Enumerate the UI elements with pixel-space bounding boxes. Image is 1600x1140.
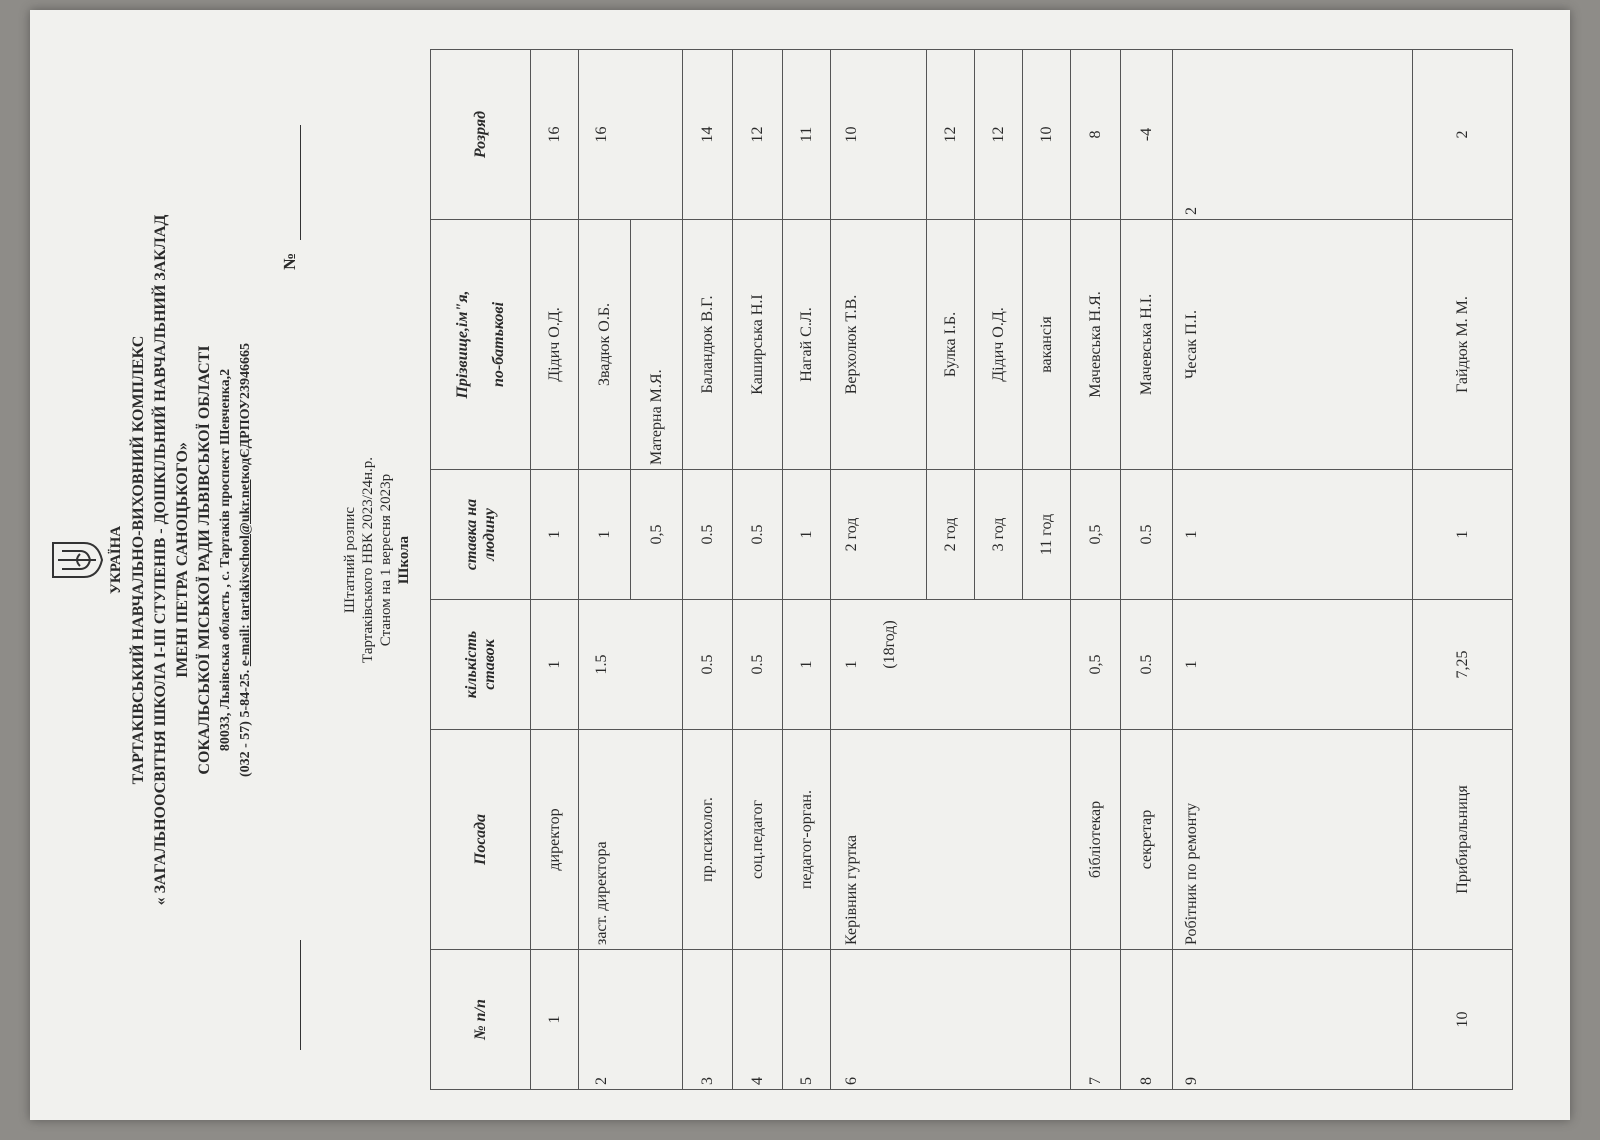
cell-num: 9 [1173,950,1413,1090]
document-subtitle: Тартаківського НВК 2023/24н.р. [360,457,376,663]
cell-name: Чесак П.І. [1173,220,1413,470]
cell-position: Робітник по ремонту [1173,730,1413,950]
number-blank-line [300,125,301,240]
cell-grade: 12 [927,50,975,220]
cell-rate: 0.5 [683,470,733,600]
cell-position: заст. директора [579,730,683,950]
cell-num: 1 [531,950,579,1090]
cell-rate: 2 год [927,470,975,600]
cell-rate: 1 [1173,470,1413,600]
cell-position: бібліотекар [1071,730,1121,950]
paper-sheet [30,10,1570,1120]
cell-name: Мачевська Н.Я. [1071,220,1121,470]
cell-num: 4 [733,950,783,1090]
cell-grade: 2 [1413,50,1513,220]
cell-grade: 16 [579,50,683,220]
cell-rate: 11 год [1023,470,1071,600]
header-name: Прізвище,ім"я, по-батькові [431,220,531,470]
count-value: 1 [843,660,860,669]
date-blank-line [300,940,301,1050]
cell-name: Нагай С.Л. [783,220,831,470]
cell-rate: 0,5 [1071,470,1121,600]
coat-of-arms-icon [50,540,104,580]
cell-count: 0.5 [733,600,783,730]
cell-grade: 2 [1173,50,1413,220]
cell-rate: 1 [531,470,579,600]
cell-position: Керівник гуртка [831,730,1071,950]
header-count: кількість ставок [431,600,531,730]
cell-count: 7,25 [1413,600,1513,730]
cell-rate: 1 [783,470,831,600]
institution-address: 80033, Львівська область , с. Тартаків проспект Шевченка,2 [218,368,233,752]
edrpou-code: кодЄДРПОУ23946665 [238,342,253,480]
phone-text: (032 - 57) 5-84-25. [238,666,253,778]
header-num: № п/п [431,950,531,1090]
cell-name: Матерна М.Я. [631,220,683,470]
table-row [831,50,927,1090]
header-rate: ставка на людину [431,470,531,600]
cell-count: 1.5 [579,600,683,730]
table-row [579,50,631,1090]
header-position: Посада [431,730,531,950]
cell-count [831,600,1071,730]
cell-num: 3 [683,950,733,1090]
cell-name: Каширська Н.І [733,220,783,470]
cell-name: Булка І.Б. [927,220,975,470]
table-row [1413,50,1513,1090]
table-row [1071,50,1121,1090]
email-link[interactable]: e-mail: tartakivschool@ukr.net [238,479,253,667]
cell-position: соц.педагог [733,730,783,950]
cell-count: 0.5 [683,600,733,730]
cell-position: директор [531,730,579,950]
cell-grade: 12 [975,50,1023,220]
institution-contacts [238,10,254,1110]
cell-rate: 0.5 [1121,470,1173,600]
cell-name: Дідич О.Д. [531,220,579,470]
number-label: № [280,252,299,270]
cell-count: 1 [1173,600,1413,730]
institution-name-line1: ТАРТАКІВСЬКИЙ НАВЧАЛЬНО-ВИХОВНИЙ КОМПЛЕКС [130,335,147,785]
cell-name: Дідич О.Д. [975,220,1023,470]
document-section: Школа [396,535,412,585]
cell-name: Верхолюк Т.В. [831,220,927,470]
document-title: Штатний розпис [342,506,358,614]
cell-rate: 1 [1413,470,1513,600]
table-row [683,50,733,1090]
cell-rate: 3 год [975,470,1023,600]
table-row [1121,50,1173,1090]
cell-grade: 16 [531,50,579,220]
cell-num: 10 [1413,950,1513,1090]
cell-name: Баландюк В.Г. [683,220,733,470]
cell-grade: 10 [1023,50,1071,220]
table-row [1173,50,1413,1090]
cell-name: вакансія [1023,220,1071,470]
table-row [733,50,783,1090]
cell-num: 2 [579,950,683,1090]
document-page [30,10,1560,1110]
cell-position: Прибиральниця [1413,730,1513,950]
cell-rate: 1 [579,470,631,600]
institution-authority: СОКАЛЬСЬКОЇ МІСЬКОЇ РАДИ ЛЬВІВСЬКОЇ ОБЛАСТІ [196,345,213,775]
table-header-row [431,50,531,1090]
cell-rate: 2 год [831,470,927,600]
country-heading: УКРАЇНА [108,525,124,595]
cell-num: 7 [1071,950,1121,1090]
cell-name: Гайдюк М. М. [1413,220,1513,470]
document-date: Станом на 1 вересня 2023р [378,473,394,647]
cell-rate: 0.5 [733,470,783,600]
cell-grade: 11 [783,50,831,220]
cell-grade: 14 [683,50,733,220]
cell-num: 6 [831,950,1071,1090]
cell-num: 8 [1121,950,1173,1090]
cell-rate: 0,5 [631,470,683,600]
cell-count: 0,5 [1071,600,1121,730]
header-grade: Розряд [431,50,531,220]
cell-count: 1 [531,600,579,730]
cell-count: 0.5 [1121,600,1173,730]
cell-name: Мачевська Н.І. [1121,220,1173,470]
cell-grade: 12 [733,50,783,220]
cell-grade: 10 [831,50,927,220]
cell-count: 1 [783,600,831,730]
institution-name-line2: « ЗАГАЛЬНООСВІТНЯ ШКОЛА І-ІІІ СТУПЕНІВ - ДОШКІЛЬНИЙ НАВЧАЛЬНИЙ ЗАКЛАД [152,214,169,906]
cell-grade: 8 [1071,50,1121,220]
cell-num: 5 [783,950,831,1090]
cell-position: педагог-орган. [783,730,831,950]
cell-grade: -4 [1121,50,1173,220]
cell-position: секретар [1121,730,1173,950]
cell-position: пр.психолог. [683,730,733,950]
cell-name: Звадюк О.Б. [579,220,631,470]
table-row [531,50,579,1090]
count-note: (18год) [881,620,898,669]
institution-name-line3: ІМЕНІ ПЕТРА САНОЦЬКОГО» [174,442,191,678]
table-row [783,50,831,1090]
staff-table [430,49,1513,1090]
